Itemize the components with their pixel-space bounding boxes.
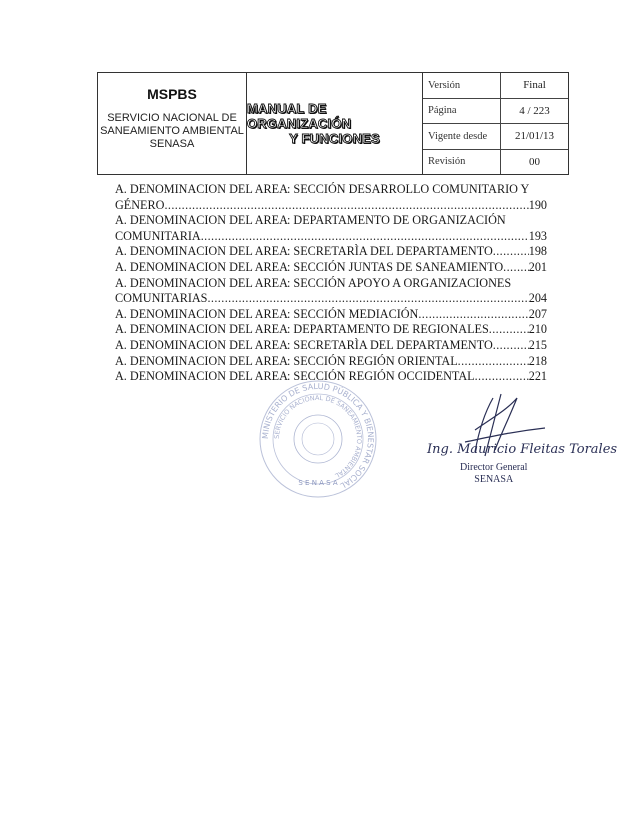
toc-page-number: 198	[528, 244, 547, 259]
toc-leader	[493, 338, 529, 354]
header-subtitle-line: SANEAMIENTO AMBIENTAL	[100, 125, 244, 137]
toc-entry	[115, 244, 547, 260]
header-org-cell	[98, 73, 247, 174]
toc-description-continued: GÉNERO	[115, 197, 165, 212]
toc-page-number: 201	[528, 259, 547, 274]
toc-description: : SECCIÓN DESARROLLO COMUNITARIO Y	[287, 182, 530, 196]
toc-entry	[115, 307, 547, 323]
header-meta-table	[423, 73, 568, 174]
signature-role: Director General	[460, 462, 528, 473]
meta-key: Vigente desde	[423, 124, 501, 149]
seal-inner-text: SERVICIO NACIONAL DE SANEAMIENTO AMBIENTAL	[272, 393, 364, 480]
table-of-contents	[115, 182, 547, 385]
toc-entry	[115, 354, 547, 370]
toc-description: : DEPARTAMENTO DE REGIONALES	[287, 322, 489, 337]
header-subtitle-line: SENASA	[149, 138, 195, 150]
header-title-line: Y FUNCIONES	[289, 131, 380, 146]
toc-area-label: A. DENOMINACION DEL AREA	[115, 337, 288, 352]
signature-title	[460, 462, 527, 486]
toc-description: : SECRETARÌA DEL DEPARTAMENTO	[287, 244, 493, 259]
header-org: MSPBS	[147, 86, 197, 102]
toc-entry	[115, 338, 547, 354]
toc-description: : SECCIÓN APOYO A ORGANIZACIONES	[287, 275, 512, 290]
toc-area-label: A. DENOMINACION DEL AREA	[115, 244, 288, 259]
toc-leader	[475, 369, 529, 385]
meta-row	[423, 99, 568, 125]
meta-value: Final	[523, 79, 546, 92]
header-title	[247, 73, 423, 174]
toc-page-number: 210	[528, 322, 547, 337]
toc-area-label: A. DENOMINACION DEL AREA	[115, 259, 288, 274]
toc-area-label: A. DENOMINACION DEL AREA	[115, 353, 288, 368]
toc-description: : SECCIÓN JUNTAS DE SANEAMIENTO	[287, 259, 504, 274]
toc-leader	[489, 322, 529, 338]
toc-description: : SECCIÓN REGIÓN OCCIDENTAL	[287, 369, 475, 384]
toc-leader	[493, 244, 529, 260]
toc-description: : SECCIÓN REGIÓN ORIENTAL	[287, 353, 458, 368]
toc-entry	[115, 213, 547, 244]
signature-name: Ing. Mauricio Fleitas Torales	[427, 442, 618, 457]
toc-page-number: 204	[528, 291, 547, 306]
toc-page-number: 190	[528, 197, 547, 212]
toc-entry	[115, 322, 547, 338]
toc-page-number: 221	[528, 369, 547, 384]
meta-key: Página	[423, 99, 501, 124]
toc-area-label: A. DENOMINACION DEL AREA	[115, 322, 288, 337]
toc-entry	[115, 260, 547, 276]
toc-leader	[207, 291, 528, 307]
toc-page-number: 193	[528, 228, 547, 243]
toc-description: : SECCIÓN MEDIACIÓN	[287, 306, 419, 321]
toc-leader	[458, 354, 529, 370]
toc-area-label: A. DENOMINACION DEL AREA	[115, 306, 288, 321]
toc-area-label: A. DENOMINACION DEL AREA	[115, 182, 288, 196]
toc-description-continued: COMUNITARIA	[115, 228, 201, 243]
seal-bottom-text: S E N A S A	[298, 479, 338, 487]
toc-description-continued: COMUNITARIAS	[115, 291, 208, 306]
meta-key: Versión	[423, 73, 501, 98]
toc-page-number: 215	[528, 337, 547, 352]
meta-key: Revisión	[423, 150, 501, 175]
toc-leader	[201, 229, 529, 245]
meta-value: 00	[529, 155, 540, 168]
toc-description: : SECRETARÌA DEL DEPARTAMENTO	[287, 337, 493, 352]
toc-entry	[115, 276, 547, 307]
signature-org: SENASA	[474, 474, 514, 485]
toc-description: : DEPARTAMENTO DE ORGANIZACIÓN	[287, 213, 506, 228]
official-seal	[257, 378, 379, 500]
seal-outer-text: MINISTERIO DE SALUD PÚBLICA Y BIENESTAR SOCIAL	[260, 381, 376, 491]
toc-area-label: A. DENOMINACION DEL AREA	[115, 369, 288, 384]
meta-value: 4 / 223	[519, 104, 550, 117]
meta-value: 21/01/13	[514, 130, 555, 143]
toc-page-number: 207	[528, 306, 547, 321]
meta-row	[423, 124, 568, 150]
header-title-line: MANUAL DE ORGANIZACIÓN	[247, 101, 352, 131]
toc-entry	[115, 182, 547, 213]
meta-row	[423, 150, 568, 175]
document-header	[97, 72, 569, 175]
toc-area-label: A. DENOMINACION DEL AREA	[115, 275, 288, 290]
toc-leader	[418, 307, 528, 323]
header-subtitle	[98, 112, 246, 151]
header-subtitle-line: SERVICIO NACIONAL DE	[107, 112, 237, 124]
toc-area-label: A. DENOMINACION DEL AREA	[115, 213, 288, 228]
toc-leader	[164, 198, 528, 214]
toc-leader	[503, 260, 529, 276]
meta-row	[423, 73, 568, 99]
toc-page-number: 218	[528, 353, 547, 368]
